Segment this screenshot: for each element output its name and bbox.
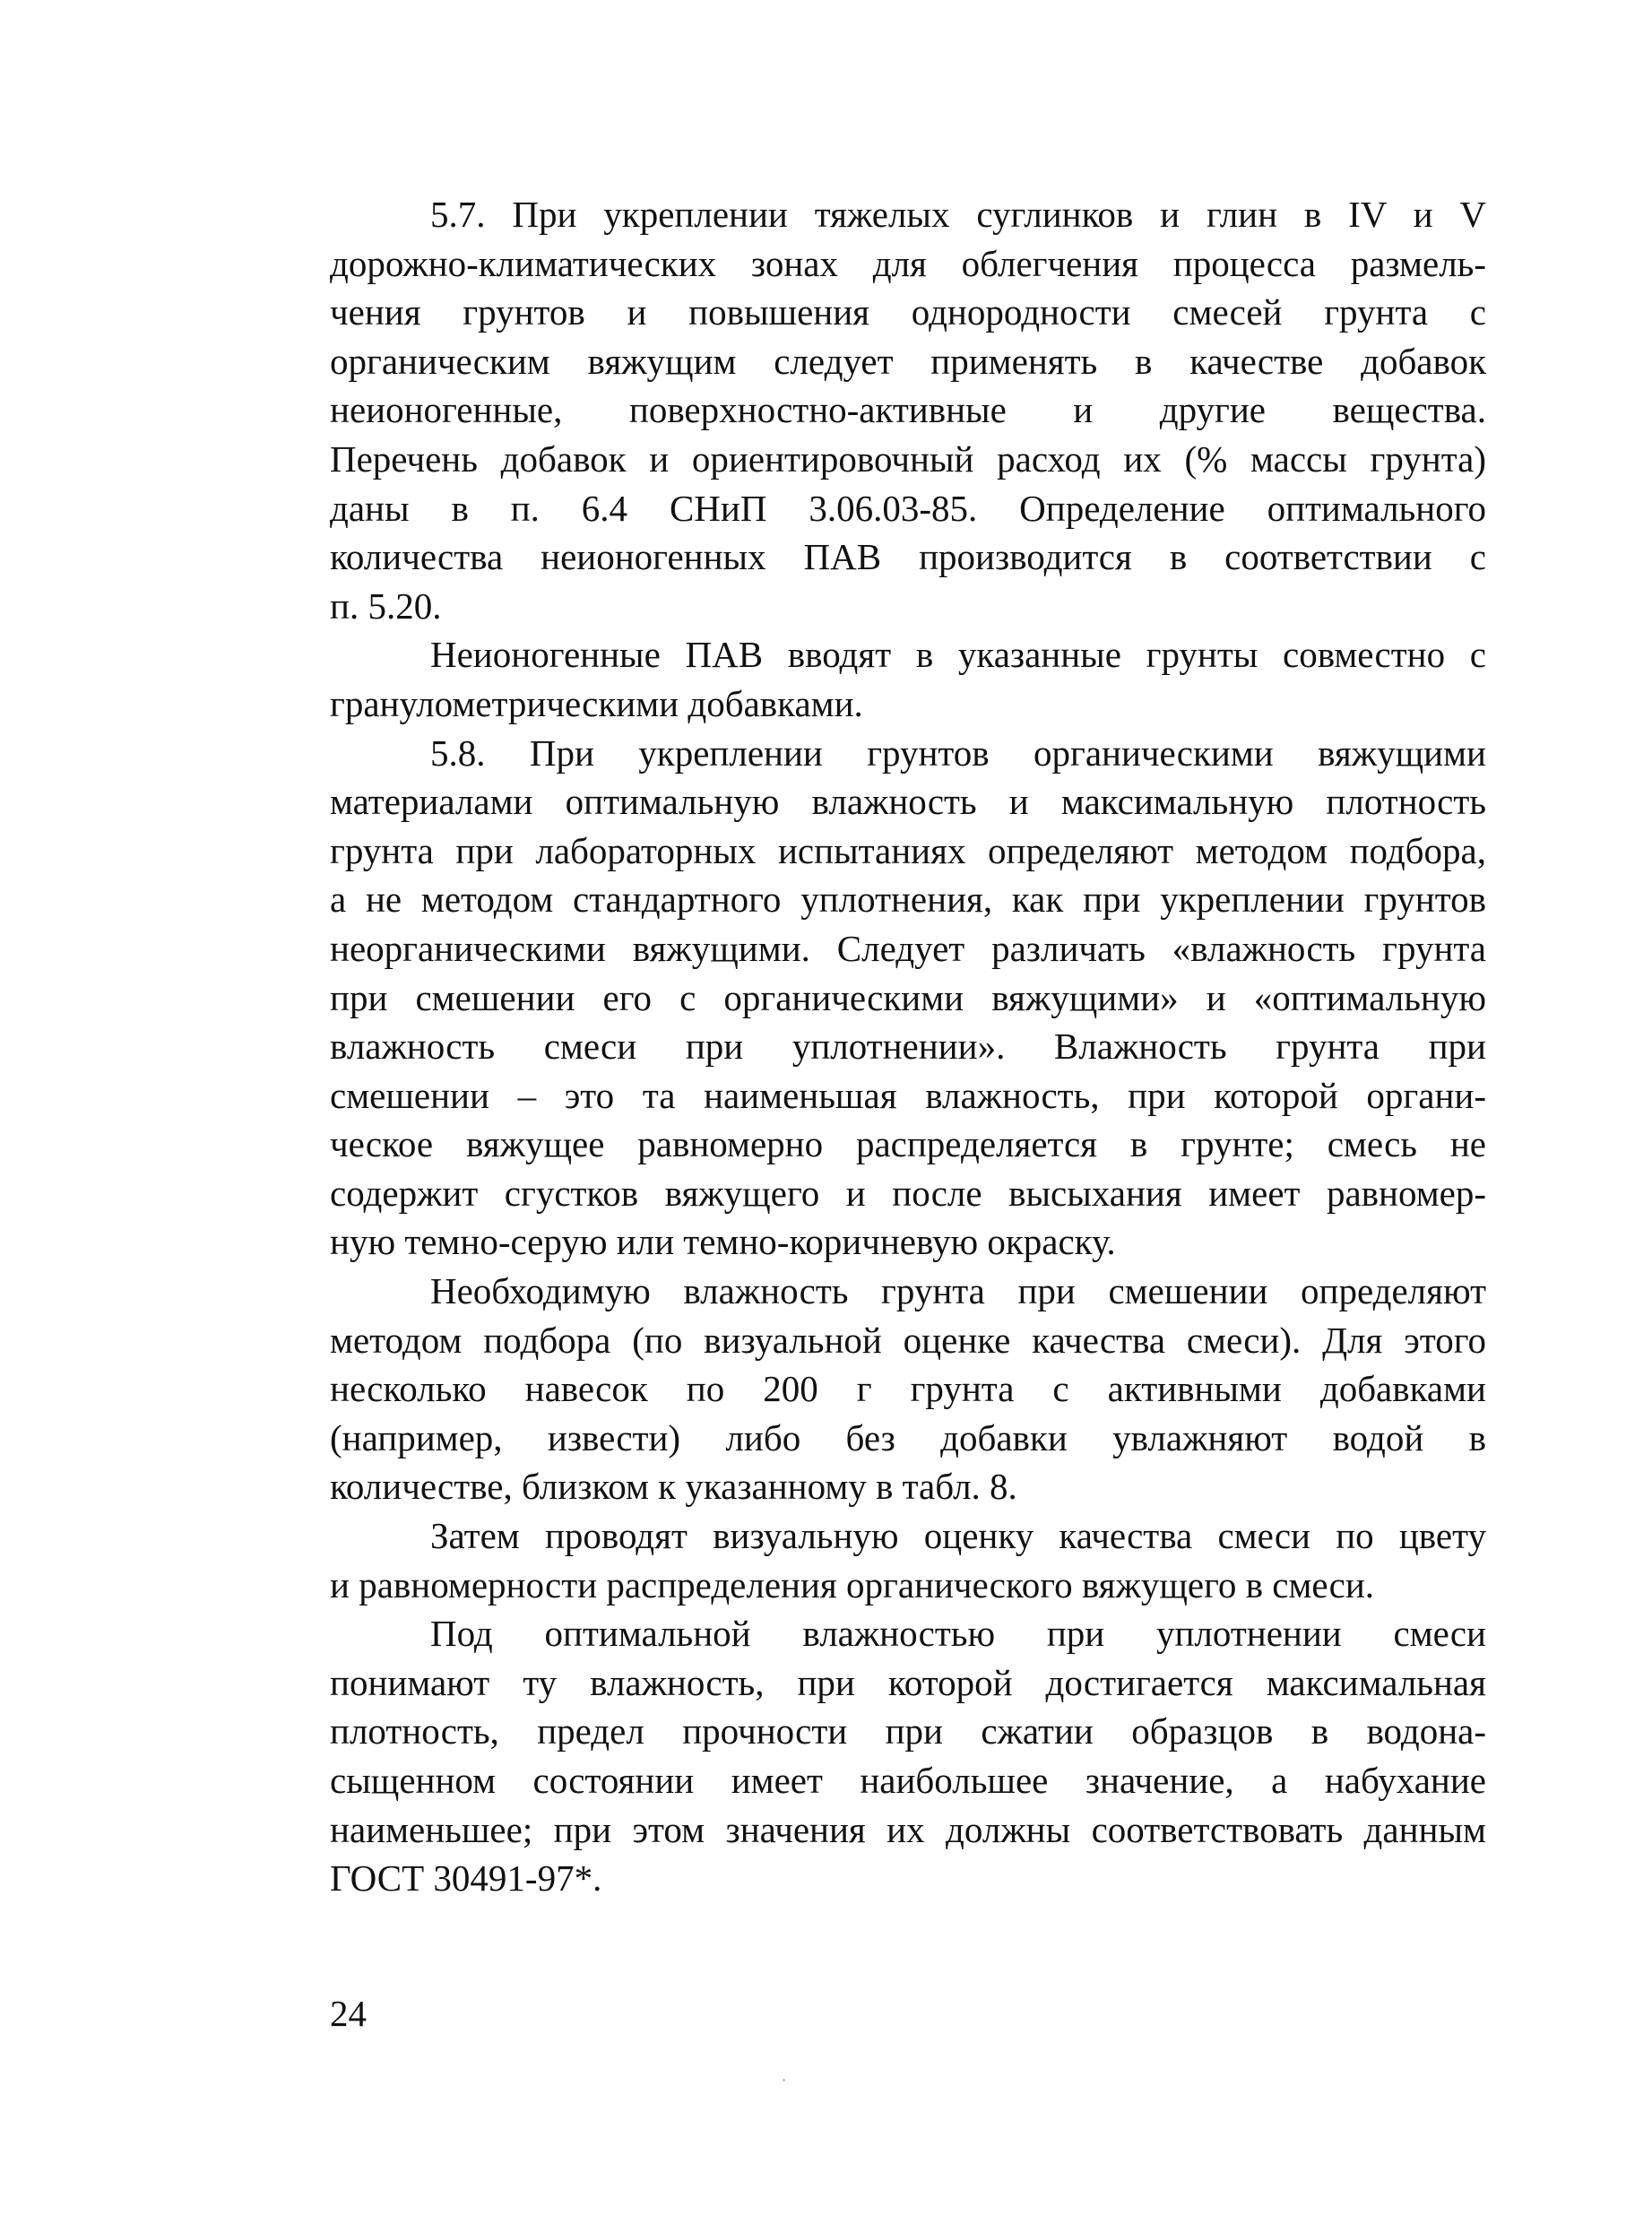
text-line: влажность смеси при уплотнении». Влажность грунта при [330,1026,1486,1068]
text-line: при смешении его с органическими вяжущими» и «оптимальную [330,976,1486,1018]
text-line: ческое вяжущее равномерно распределяется в грунте; смесь не [330,1123,1486,1165]
text-line: органическим вяжущим следует применять в качестве добавок [330,340,1486,382]
paragraph [330,1267,1486,1511]
text-line: п. 5.20. [330,584,442,627]
text-line: понимают ту влажность, при которой достигается максимальная [330,1661,1486,1703]
text-line: дорожно-климатических зонах для облегчения процесса размель- [330,242,1486,284]
text-line: Перечень добавок и ориентировочный расход их (% массы грунта) [330,437,1486,480]
text-line: (например, извести) либо без добавки увлажняют водой в [330,1416,1486,1458]
text-line: грунта при лабораторных испытаниях определяют методом подбора, [330,829,1486,871]
text-line: смешении – это та наименьшая влажность, при которой органи- [330,1074,1486,1116]
paragraph [330,729,1486,1268]
text-line: Необходимую влажность грунта при смешении определяют [430,1270,1486,1312]
text-line: даны в п. 6.4 СНиП 3.06.03-85. Определение оптимального [330,487,1486,529]
text-line: неорганическими вяжущими. Следует различать «влажность грунта [330,927,1486,969]
text-line: Неионогенные ПАВ вводят в указанные грунты совместно с [430,634,1486,676]
text-line: методом подбора (по визуальной оценке качества смеси). Для этого [330,1319,1486,1361]
text-line: Затем проводят визуальную оценку качества смеси по цвету [430,1515,1486,1557]
text-line: плотность, предел прочности при сжатии образцов в водона- [330,1710,1486,1753]
text-line: наименьшее; при этом значения их должны соответствовать данным [330,1808,1486,1850]
text-line: содержит сгустков вяжущего и после высыхания имеет равномер- [330,1172,1486,1214]
text-line: несколько навесок по 200 г грунта с активными добавками [330,1368,1486,1410]
paragraph [330,630,1486,728]
text-line: Под оптимальной влажностью при уплотнении смеси [430,1613,1486,1655]
text-line: сыщенном состоянии имеет наибольшее значение, а набухание [330,1760,1486,1801]
text-line: количестве, близком к указанному в табл. 8. [330,1466,1017,1508]
text-line: чения грунтов и повышения однородности смесей грунта с [330,291,1486,333]
text-line: 5.8. При укреплении грунтов органическими вяжущими [430,731,1486,774]
paragraph [330,1511,1486,1609]
scan-speck [783,2079,785,2082]
text-line: а не методом стандартного уплотнения, как при укреплении грунтов [330,878,1486,921]
paragraph [330,1609,1486,1903]
page-number: 24 [330,1993,367,2034]
text-line: 5.7. При укреплении тяжелых суглинков и глин в IV и V [430,194,1486,235]
text-line: ную темно-серую или темно-коричневую окраску. [330,1221,1116,1263]
text-line: и равномерности распределения органического вяжущего в смеси. [330,1563,1375,1606]
text-line: ГОСТ 30491-97*. [330,1857,602,1900]
paragraph [330,190,1486,630]
text-line: материалами оптимальную влажность и максимальную плотность [330,781,1486,823]
text-line: гранулометрическими добавками. [330,682,863,724]
text-line: неионогенные, поверхностно-активные и другие вещества. [330,389,1486,431]
text-line: количества неионогенных ПАВ производится в соответствии с [330,536,1486,578]
body-text [330,190,1486,1903]
